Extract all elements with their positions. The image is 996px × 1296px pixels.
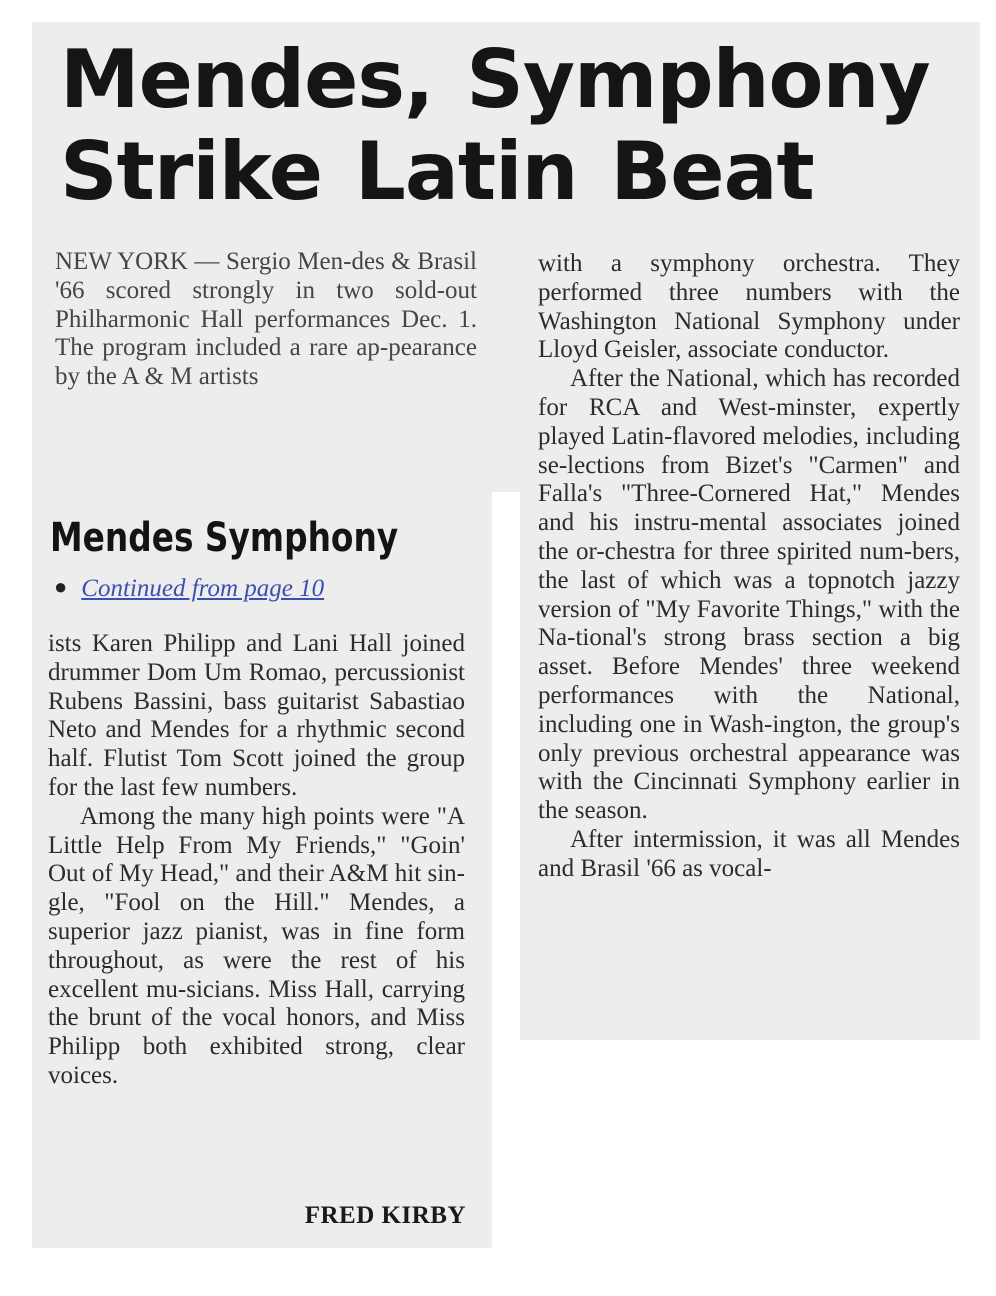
lead-paragraph: NEW YORK — Sergio Men-des & Brasil '66 scored strongly in two sold-out Philharmonic Hall performances Dec. 1. The program included a rare ap-pearance by the A & M artists (55, 248, 477, 391)
paragraph: with a symphony orchestra. They performed three numbers with the Washington National Symphony under Lloyd Geisler, associate conductor. (538, 250, 960, 364)
article-column-3 (48, 630, 465, 1091)
byline: FRED KIRBY (304, 1202, 466, 1229)
paragraph: ists Karen Philipp and Lani Hall joined drummer Dom Um Romao, percussionist Rubens Bassini, bass guitarist Sabastiao Neto and Mendes for a rhythmic second half. Flutist Tom Scott joined the group for the last few numbers. (48, 630, 465, 801)
continued-from-link[interactable]: Continued from page 10 (81, 575, 325, 602)
article-column-1 (55, 248, 477, 392)
paragraph: After intermission, it was all Mendes and Brasil '66 as vocal- (538, 825, 960, 882)
paragraph: After the National, which has recorded for RCA and West-minster, expertly played Latin-flavored melodies, including se-lections from Bizet's "Carmen" and Falla's "Three-Cornered Hat," Mendes and his instru-mental associates joined the or-chestra for three spirited num-bers, the last of which was a topnotch jazzy version of "My Favorite Things," with the Na-tional's strong brass section a big asset. Before Mendes' three weekend performances with the National, including one in Wash-ington, the group's only previous orchestral appearance was with the Cincinnati Symphony earlier in the season. (538, 365, 960, 825)
continued-line (54, 574, 324, 603)
article-column-2 (538, 250, 960, 884)
headline-line-2: Strike Latin Beat (60, 125, 814, 218)
jump-heading: Mendes Symphony (50, 515, 399, 561)
bullet-icon: ● (54, 574, 68, 599)
headline (60, 34, 930, 218)
paragraph: Among the many high points were "A Little Help From My Friends," "Goin' Out of My Head," and their A&M hit sin-gle, "Fool on the Hill." Mendes, a superior jazz pianist, was in fine form throughout, as were the rest of his excellent mu-sicians. Miss Hall, carrying the brunt of the vocal honors, and Miss Philipp both exhibited strong, clear voices. (48, 802, 465, 1089)
headline-line-1: Mendes, Symphony (60, 33, 930, 126)
